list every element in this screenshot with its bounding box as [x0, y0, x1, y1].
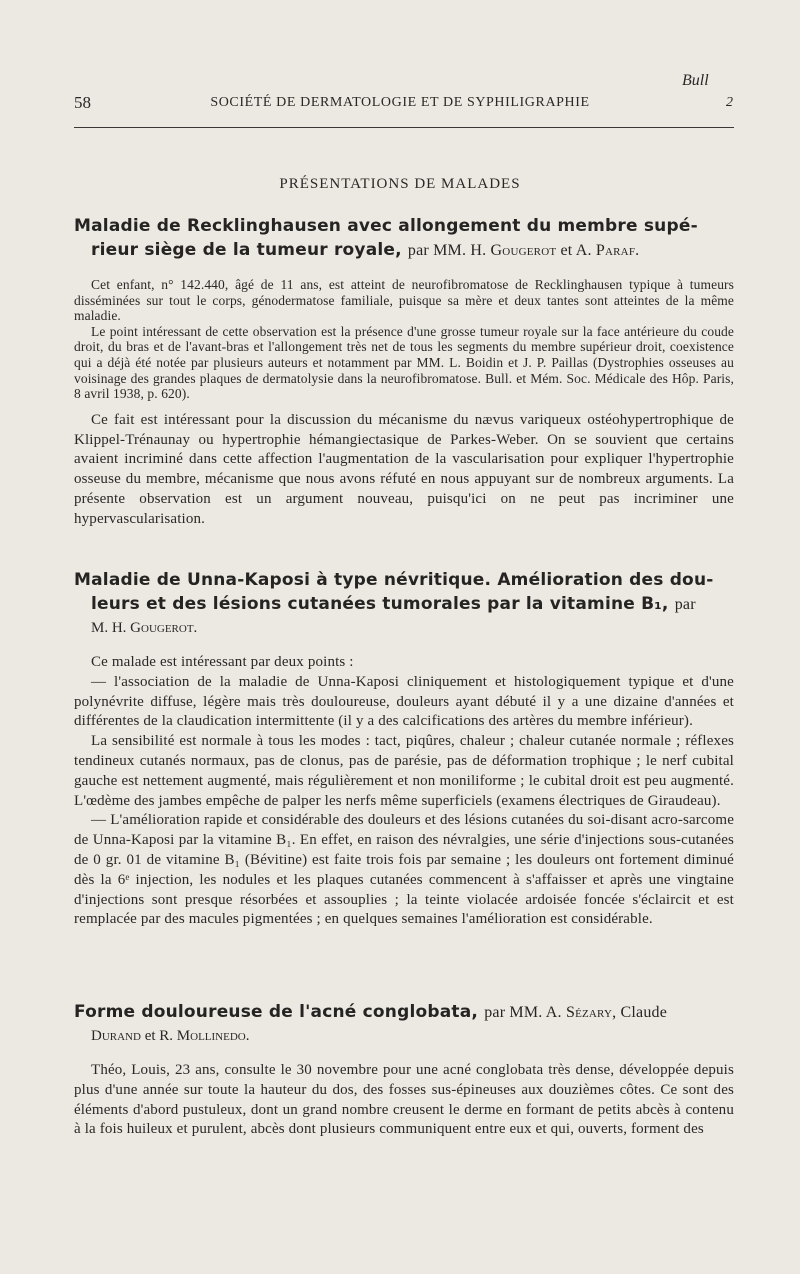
- article-title: [74, 568, 734, 617]
- article-title-line: leurs et des lésions cutanées tumorales par la vitamine B₁,: [91, 594, 669, 614]
- article-title-line: rieur siège de la tumeur royale,: [91, 240, 402, 260]
- author-name: Mollinedo.: [176, 1028, 250, 1044]
- article-title-line: Forme douloureuse de l'acné conglobata,: [74, 1002, 479, 1022]
- author-name: Gougerot: [490, 242, 557, 259]
- running-head: SOCIÉTÉ DE DERMATOLOGIE ET DE SYPHILIGRAPHIE: [210, 95, 590, 110]
- case-paragraph: Le point intéressant de cette observation est la présence d'une grosse tumeur royale sur la face antérieure du coude droit, du bras et de l'avant-bras et l'allongement très net de tous les segments du membre supérieur droit, coexistence qui a déjà été notée par plusieurs auteurs et notamment par MM. L. Boidin et J. P. Paillas (Dystrophies osseuses au voisinage des grandes plaques de dermatolysie dans la neurofibromatose. Bull. et Mém. Soc. Médicale des Hôp. Paris, 8 avril 1938, p. 620).: [74, 323, 734, 402]
- body-paragraph: La sensibilité est normale à tous les modes : tact, piqûres, chaleur ; chaleur cutanée normale ; réflexes tendineux cutanés normaux, pas de clonus, pas de parésie, pas de déformation trophique ; le nerf cubital gauche est nettement augmenté, mais régulièrement et non moniliforme ; le cubital droit est peu augmenté. L'œdème des jambes empêche de palper les nerfs même superficiels (examens électriques de Giraudeau).: [74, 733, 734, 809]
- case-paragraph: Cet enfant, n° 142.440, âgé de 11 ans, est atteint de neurofibromatose de Recklinghausen typique à tumeurs disséminées sur tout le corps, génodermatose familiale, puisque sa mère et deux tantes sont atteintes de la même maladie.: [74, 277, 734, 324]
- article-byline: [408, 242, 639, 259]
- body-paragraph: Théo, Louis, 23 ans, consulte le 30 novembre pour une acné conglobata très dense, développée depuis plus d'une année sur toute la hauteur du dos, des fosses sus-épineuses aux douzièmes côtes. Ce sont des éléments d'abord pustuleux, dont un grand nombre creusent le derme en formant de petits abcès à contenu à la fois huileux et purulent, abcès dont plusieurs communiquent entre eux et qui, ouverts, forment des: [74, 1062, 734, 1138]
- article-title-line2: [91, 238, 734, 263]
- case-report: [74, 277, 734, 402]
- author-name: Sézary,: [565, 1004, 617, 1021]
- body-paragraph: — l'association de la maladie de Unna-Kaposi cliniquement et histologiquement typique et d'une polynévrite diffuse, légère mais très douloureuse, douleurs ayant débuté il y a une dizaine d'années et différentes de la claudication intermittente (il y a des calcifications des artères du membre inférieur).: [74, 673, 734, 730]
- body-paragraph: Ce malade est intéressant par deux points :: [91, 654, 354, 670]
- article-byline: [484, 1004, 667, 1021]
- byline-text: M. H.: [91, 620, 127, 636]
- author-name: Durand: [91, 1028, 141, 1044]
- byline-text: par MM. A.: [484, 1004, 562, 1021]
- header-rule: [74, 127, 734, 128]
- article-acne-conglobata: [74, 1000, 734, 1140]
- article-byline-2: [91, 1025, 734, 1047]
- author-name: Gougerot.: [130, 620, 198, 636]
- article-body: [74, 411, 734, 530]
- article-title-line: Maladie de Unna-Kaposi à type névritique. Amélioration des dou-: [74, 570, 714, 590]
- byline-text: et A.: [560, 242, 592, 259]
- article-title: [74, 1000, 734, 1025]
- byline-text: par MM. H.: [407, 242, 487, 259]
- article-unna-kaposi: [74, 568, 734, 930]
- page-mark: 2: [726, 95, 733, 110]
- section-heading: PRÉSENTATIONS DE MALADES: [279, 176, 521, 192]
- article-title-line: Maladie de Recklinghausen avec allongement du membre supé-: [74, 216, 698, 236]
- article-body: [74, 653, 734, 930]
- handwritten-note: Bull: [682, 72, 709, 89]
- author-name: Paraf.: [595, 242, 640, 259]
- body-paragraph: Ce fait est intéressant pour la discussion du mécanisme du nævus variqueux ostéohypertrophique de Klippel-Trénaunay ou hypertrophie hémangiectasique de Parkes-Weber. On se souvient que certains avaient incriminé dans cette affection l'augmentation de la vascularisation pour expliquer l'hypertrophie osseuse du membre, mécanisme que nous avons réfuté en nous appuyant sur de nombreux arguments. La présente observation est un argument nouveau, puisqu'ici on ne peut pas incriminer une hypervascularisation.: [74, 411, 734, 527]
- article-body: [74, 1061, 734, 1140]
- byline-text: Claude: [620, 1004, 668, 1021]
- article-title: [74, 214, 734, 263]
- article-title-line2: [91, 592, 734, 617]
- body-paragraph: — L'amélioration rapide et considérable des douleurs et des lésions cutanées du soi-disant acro-sarcome de Unna-Kaposi par la vitamine B₁. En effet, en raison des névralgies, une série d'injections sous-cutanées de 0 gr. 01 de vitamine B₁ (Bévitine) est faite trois fois par semaine ; les douleurs ont fortement diminué dès la 6ᵉ injection, les nodules et les plaques cutanées commencent à s'affaisser et après une vingtaine d'injections sont presque résorbées et assouplies ; la teinte violacée ardoisée foncée s'éclaircit et est remplacée par des macules pigmentées ; en quelques semaines l'amélioration est considérable.: [74, 812, 734, 928]
- article-byline: [91, 617, 734, 639]
- byline-text: et R.: [144, 1028, 174, 1044]
- byline-text: par: [674, 596, 696, 613]
- article-recklinghausen: [74, 214, 734, 530]
- page-number: 58: [74, 93, 91, 112]
